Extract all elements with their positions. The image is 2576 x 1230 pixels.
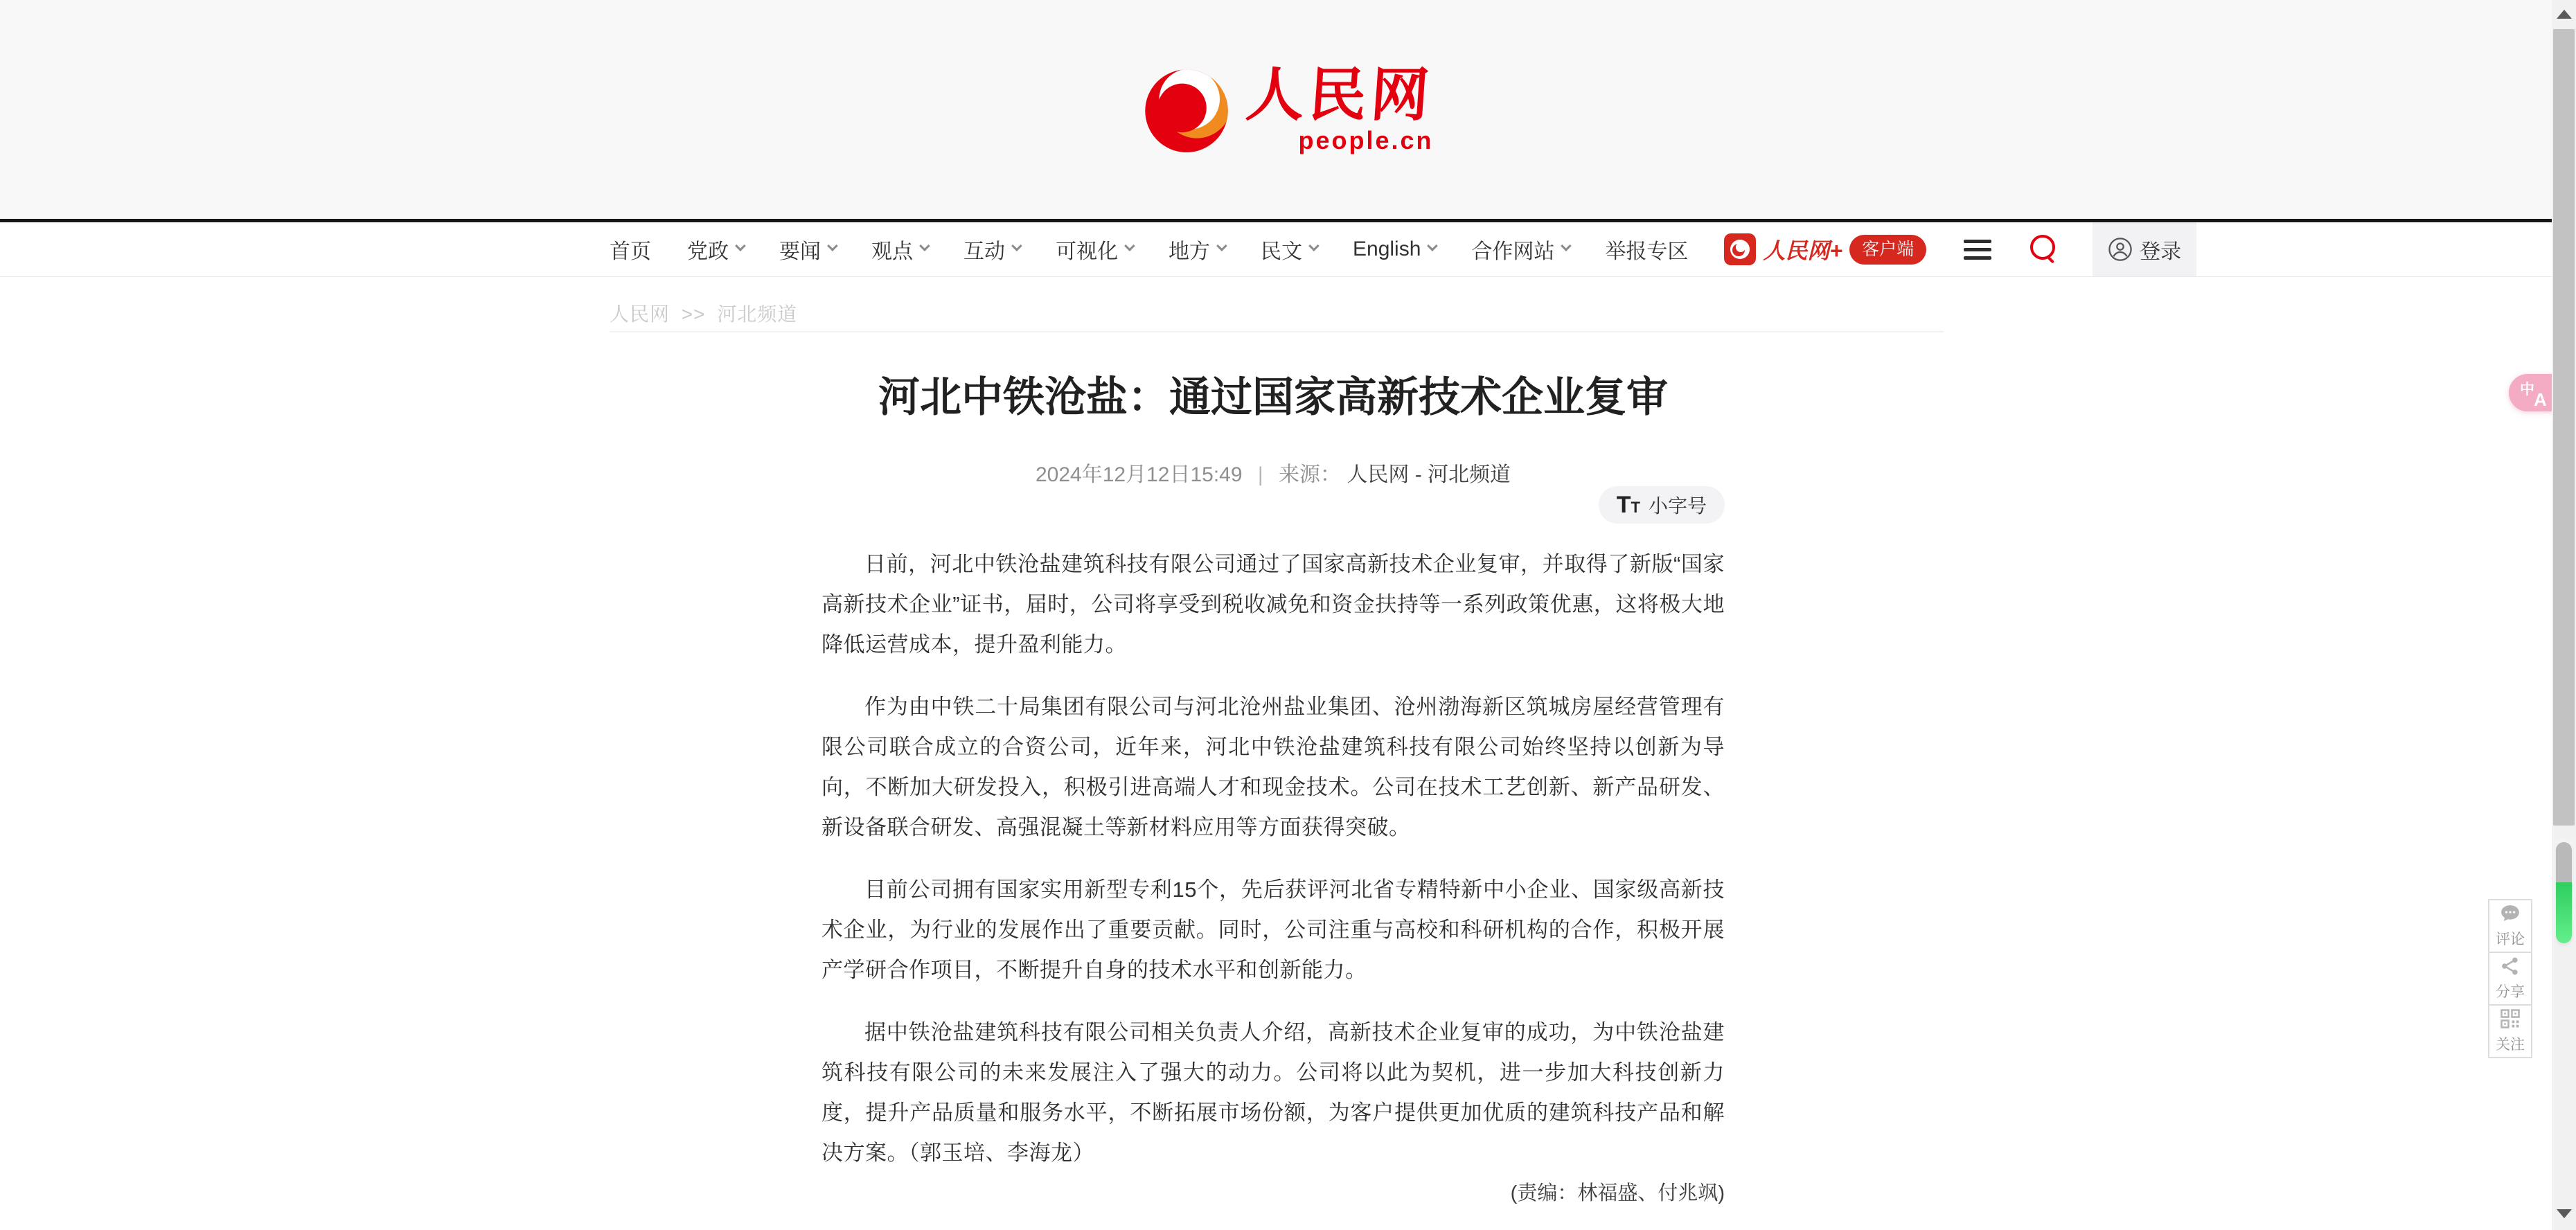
nav-item-hezuowangzhan[interactable] [1471, 234, 1569, 265]
login-label: 登录 [2140, 240, 2182, 263]
editor-credit: (责编：林福盛、付兆飒) [1510, 1182, 1725, 1204]
share-button[interactable] [2488, 952, 2532, 1006]
nav-item-label: 举报专区 [1605, 240, 1689, 263]
nav-item-home[interactable] [610, 234, 651, 265]
nav-item-yaowen[interactable] [779, 234, 835, 265]
nav-items [610, 222, 2196, 276]
translate-widget[interactable] [2509, 374, 2555, 411]
breadcrumb-site-link[interactable]: 人民网 [610, 303, 670, 325]
app-download-badge[interactable] [1724, 233, 1926, 265]
search-icon[interactable] [2029, 233, 2057, 265]
nav-item-label: 合作网站 [1471, 240, 1555, 263]
scroll-progress-indicator [2556, 842, 2572, 943]
chevron-down-icon [1011, 240, 1022, 251]
main-nav [0, 219, 2576, 277]
source-link[interactable]: 人民网 - 河北频道 [1347, 463, 1511, 486]
chevron-down-icon [1216, 240, 1227, 251]
nav-item-dangzheng[interactable] [687, 234, 743, 265]
site-header [0, 0, 2576, 219]
scrollbar-thumb[interactable] [2553, 29, 2575, 826]
share-icon [2500, 956, 2521, 977]
peoplecn-app-icon [1724, 233, 1756, 265]
follow-button[interactable] [2488, 1004, 2532, 1058]
nav-item-difang[interactable] [1169, 234, 1225, 265]
font-size-icon [1617, 492, 1640, 519]
nav-item-label: 要闻 [779, 240, 821, 263]
chevron-down-icon [735, 240, 746, 251]
nav-item-label: 党政 [687, 240, 729, 263]
source-label: 来源： [1279, 463, 1342, 486]
publish-date: 2024年12月12日15:49 [1035, 463, 1243, 486]
article-paragraph: 据中铁沧盐建筑科技有限公司相关负责人介绍，高新技术企业复审的成功，为中铁沧盐建筑科技有限公司的未来发展注入了强大的动力。公司将以此为契机，进一步加大科技创新力度，提升产品质量和服务水平，不断拓展市场份额，为客户提供更加优质的建筑科技产品和解决方案。（郭玉培、李海龙） [821, 1020, 1725, 1165]
logo-cn-text: 人民网 [1244, 62, 1436, 127]
article-paragraph: 作为由中铁二十局集团有限公司与河北沧州盐业集团、沧州渤海新区筑城房屋经营管理有限公司联合成立的合资公司，近年来，河北中铁沧盐建筑科技有限公司始终坚持以创新为导向，不断加大研发投入，积极引进高端人才和现金技术。公司在技术工艺创新、新产品研发、新设备联合研发、高强混凝土等新材料应用等方面获得突破。 [821, 695, 1725, 839]
chevron-down-icon [919, 240, 930, 251]
app-badge-client-pill: 客户端 [1849, 235, 1926, 265]
scrollbar-up-arrow[interactable] [2557, 10, 2572, 19]
follow-label: 关注 [2496, 1037, 2525, 1053]
article-title: 河北中铁沧盐：通过国家高新技术企业复审 [878, 374, 1668, 420]
nav-item-label: English [1353, 238, 1421, 260]
site-logo[interactable] [1142, 62, 1436, 154]
breadcrumb-channel-link[interactable]: 河北频道 [717, 303, 798, 325]
user-icon [2108, 237, 2133, 262]
article-paragraph: 日前，河北中铁沧盐建筑科技有限公司通过了国家高新技术企业复审，并取得了新版“国家高新技术企业”证书，届时，公司将享受到税收减免和资金扶持等一系列政策优惠，这将极大地降低运营成本，提升盈利能力。 [821, 552, 1725, 657]
nav-item-hudong[interactable] [963, 234, 1020, 265]
content-divider [610, 331, 1944, 332]
app-badge-brand: 人民网+ [1763, 238, 1843, 263]
breadcrumb-separator: >> [681, 303, 706, 325]
font-size-label: 小字号 [1648, 495, 1707, 517]
comment-button[interactable] [2488, 899, 2532, 953]
translate-icon-latin: A [2534, 389, 2547, 410]
article-meta [821, 457, 1725, 488]
chevron-down-icon [1308, 240, 1320, 251]
nav-item-label: 可视化 [1056, 240, 1118, 263]
nav-item-label: 首页 [610, 240, 651, 263]
login-button[interactable] [2093, 222, 2196, 276]
nav-item-label: 互动 [963, 240, 1005, 263]
hamburger-menu-icon[interactable] [1962, 232, 1993, 267]
font-size-button[interactable] [1599, 486, 1725, 524]
peoplecn-globe-icon [1142, 65, 1231, 154]
nav-item-guandian[interactable] [871, 234, 927, 265]
nav-item-label: 民文 [1261, 240, 1302, 263]
comment-label: 评论 [2496, 932, 2525, 947]
logo-en-text: people.cn [1298, 126, 1434, 154]
logo-text [1244, 62, 1436, 154]
scrollbar-track[interactable] [2552, 0, 2576, 1230]
nav-item-jubaozhuanqu[interactable] [1605, 234, 1688, 265]
share-label: 分享 [2496, 984, 2525, 1000]
comment-icon [2500, 903, 2521, 924]
nav-item-label: 观点 [871, 240, 913, 263]
article-body [821, 544, 1725, 1195]
chevron-down-icon [1561, 240, 1572, 251]
nav-item-keshihua[interactable] [1056, 234, 1132, 265]
scrollbar-down-arrow[interactable] [2557, 1209, 2572, 1218]
breadcrumb [610, 299, 797, 327]
font-size-icon-large-t: T [1616, 491, 1631, 518]
article-paragraph: 目前公司拥有国家实用新型专利15个，先后获评河北省专精特新中小企业、国家级高新技术企业，为行业的发展作出了重要贡献。同时，公司注重与高校和科研机构的合作，积极开展产学研合作项目，不断提升自身的技术水平和创新能力。 [821, 877, 1725, 982]
nav-item-minwen[interactable] [1261, 234, 1317, 265]
meta-separator: | [1257, 463, 1263, 486]
translate-icon: 中 [2520, 382, 2534, 398]
chevron-down-icon [1124, 240, 1135, 251]
font-size-icon-small-t: T [1631, 498, 1640, 516]
nav-item-label: 地方 [1169, 240, 1210, 263]
nav-item-english[interactable] [1353, 238, 1435, 261]
floating-toolbar [2488, 899, 2532, 1058]
qr-code-icon [2500, 1008, 2521, 1029]
chevron-down-icon [1428, 240, 1439, 251]
chevron-down-icon [827, 240, 838, 251]
